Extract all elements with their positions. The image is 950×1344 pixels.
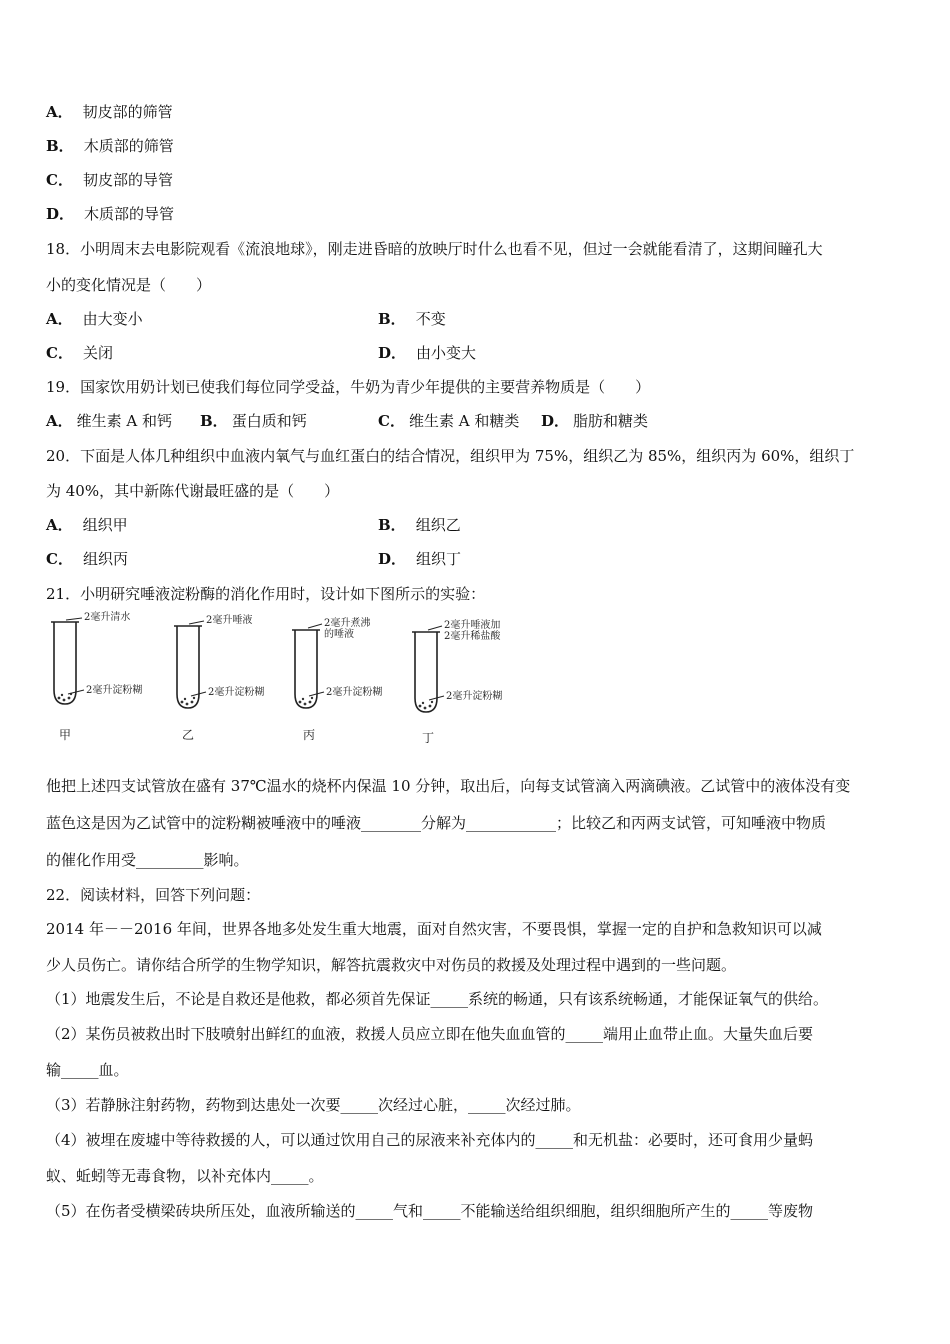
- q20-option-d: D． 组织丁: [378, 550, 462, 568]
- tube-bing-name: 丙: [303, 728, 316, 742]
- q22-sub4-line2: 蚁、蚯蚓等无毒食物，以补充体内_____。: [46, 1167, 324, 1185]
- q17-option-b: B． 木质部的筛管: [46, 137, 174, 155]
- q18-stem-line2: 小的变化情况是（ ）: [46, 276, 212, 294]
- q22-sub3: （3）若静脉注射药物，药物到达患处一次要_____次经过心脏，_____次经过肺。: [46, 1096, 581, 1114]
- q19-option-a: A． 维生素 A 和钙: [46, 412, 173, 430]
- q22-sub4-line1: （4）被埋在废墟中等待救援的人，可以通过饮用自己的尿液来补充体内的_____和无机盐：必要时，还可食用少量蚂: [46, 1131, 814, 1149]
- q19-option-b: B． 蛋白质和钙: [200, 412, 307, 430]
- q17-option-c: C． 韧皮部的导管: [46, 171, 173, 189]
- tube-yi-bottom-label: 2毫升淀粉糊: [208, 687, 265, 698]
- tube-yi: [177, 626, 199, 708]
- tube-yi-name: 乙: [182, 728, 195, 742]
- q21-stem: 21．小明研究唾液淀粉酶的消化作用时，设计如下图所示的实验：: [46, 585, 486, 603]
- test-tube-figure: [46, 610, 526, 745]
- q18-option-c: C． 关闭: [46, 344, 113, 362]
- tube-bing-top-label: 2毫升煮沸的唾液: [324, 618, 371, 640]
- q20-option-c: C． 组织丙: [46, 550, 128, 568]
- q18-stem-line1: 18．小明周末去电影院观看《流浪地球》，刚走进昏暗的放映厅时什么也看不见，但过一会就能看清了，这期间瞳孔大: [46, 240, 823, 258]
- tube-bing-bottom-label: 2毫升淀粉糊: [326, 687, 383, 698]
- q20-option-a: A． 组织甲: [46, 516, 128, 534]
- q19-option-d: D． 脂肪和糖类: [541, 412, 649, 430]
- q22-sub5: （5）在伤者受横梁砖块所压处，血液所输送的_____气和_____不能输送给组织细胞，组织细胞所产生的_____等废物: [46, 1202, 814, 1220]
- q17-option-a: A． 韧皮部的筛管: [46, 103, 173, 121]
- q22-stem: 22．阅读材料，回答下列问题：: [46, 886, 261, 904]
- q20-option-b: B． 组织乙: [378, 516, 461, 534]
- tube-jia-top-label: 2毫升清水: [84, 612, 131, 623]
- q22-sub2-line2: 输_____血。: [46, 1061, 129, 1079]
- q21-body-line1: 他把上述四支试管放在盛有 37℃温水的烧杯内保温 10 分钟，取出后，向每支试管滴入两滴碘液。乙试管中的液体没有变: [46, 777, 851, 795]
- q22-material-line1: 2014 年－－2016 年间，世界各地多处发生重大地震，面对自然灾害，不要畏惧，掌握一定的自护和急救知识可以减: [46, 920, 822, 938]
- q19-option-c: C． 维生素 A 和糖类: [378, 412, 520, 430]
- tube-bing: [295, 630, 317, 708]
- tube-ding-bottom-label: 2毫升淀粉糊: [446, 691, 503, 702]
- q18-option-b: B． 不变: [378, 310, 446, 328]
- q18-option-d: D． 由小变大: [378, 344, 477, 362]
- q22-sub1: （1）地震发生后，不论是自救还是他救，都必须首先保证_____系统的畅通，只有该系统畅通，才能保证氧气的供给。: [46, 990, 829, 1008]
- q17-option-d: D． 木质部的导管: [46, 205, 175, 223]
- tube-ding-top-label: 2毫升唾液加2毫升稀盐酸: [444, 620, 501, 642]
- q22-sub2-line1: （2）某伤员被救出时下肢喷射出鲜红的血液，救援人员应立即在他失血血管的_____端用止血带止血。大量失血后要: [46, 1025, 814, 1043]
- q21-body-line3: 的催化作用受_________影响。: [46, 851, 249, 869]
- tube-jia-name: 甲: [59, 728, 72, 742]
- tube-ding-name: 丁: [422, 731, 435, 745]
- tube-jia: [54, 622, 76, 704]
- tube-ding: [415, 632, 437, 712]
- q18-option-a: A． 由大变小: [46, 310, 143, 328]
- q21-body-line2: 蓝色这是因为乙试管中的淀粉糊被唾液中的唾液________分解为____________；比较乙和丙两支试管，可知唾液中物质: [46, 814, 827, 832]
- tube-yi-top-label: 2毫升唾液: [206, 615, 253, 626]
- q20-stem-line2: 为 40%，其中新陈代谢最旺盛的是（ ）: [46, 482, 340, 500]
- q22-material-line2: 少人员伤亡。请你结合所学的生物学知识，解答抗震救灾中对伤员的救援及处理过程中遇到的一些问题。: [46, 956, 737, 974]
- q20-stem-line1: 20．下面是人体几种组织中血液内氧气与血红蛋白的结合情况，组织甲为 75%，组织乙为 85%，组织丙为 60%，组织丁: [46, 447, 855, 465]
- tube-jia-bottom-label: 2毫升淀粉糊: [86, 685, 143, 696]
- q19-stem: 19．国家饮用奶计划已使我们每位同学受益，牛奶为青少年提供的主要营养物质是（ ）: [46, 378, 651, 396]
